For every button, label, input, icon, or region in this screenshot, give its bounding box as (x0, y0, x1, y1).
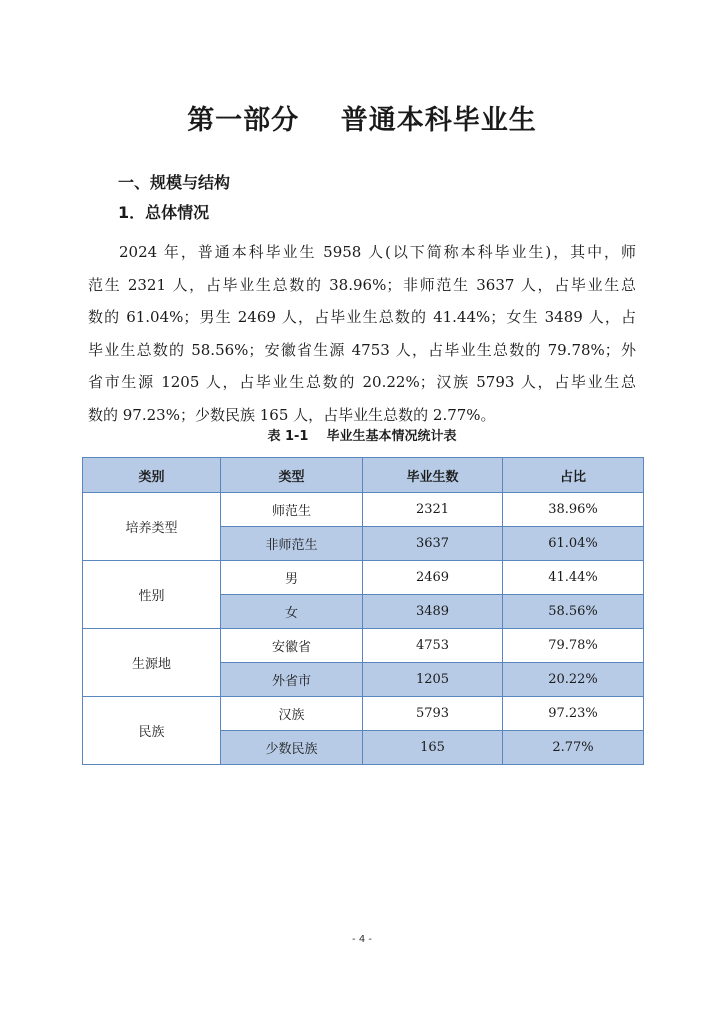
type-cell: 男 (221, 561, 363, 595)
table-row (83, 493, 644, 527)
paragraph-line: 毕业生总数的 58.56%；安徽省生源 4753 人，占毕业生总数的 79.78%；外 (88, 340, 636, 359)
count-cell: 1205 (363, 663, 503, 697)
paragraph-line: 省市生源 1205 人，占毕业生总数的 20.22%；汉族 5793 人，占毕业生总 (88, 373, 636, 391)
ratio-cell: 41.44% (503, 561, 644, 595)
count-cell: 3637 (363, 527, 503, 561)
type-cell: 师范生 (221, 493, 363, 527)
type-cell: 非师范生 (221, 527, 363, 561)
table-row (83, 561, 644, 595)
column-header: 毕业生数 (363, 458, 503, 493)
category-cell: 性别 (83, 561, 221, 629)
column-header: 类别 (83, 458, 221, 493)
category-cell: 生源地 (83, 629, 221, 697)
ratio-cell: 2.77% (503, 731, 644, 765)
paragraph-line: 数的 97.23%；少数民族 165 人，占毕业生总数的 2.77%。 (88, 405, 496, 424)
body-paragraph (88, 236, 636, 431)
page-title: 第一部分 普通本科毕业生 (187, 105, 537, 136)
type-cell: 汉族 (221, 697, 363, 731)
ratio-cell: 38.96% (503, 493, 644, 527)
count-cell: 2469 (363, 561, 503, 595)
column-header: 占比 (503, 458, 644, 493)
table-row (83, 629, 644, 663)
category-cell: 培养类型 (83, 493, 221, 561)
type-cell: 少数民族 (221, 731, 363, 765)
paragraph-line: 范生 2321 人，占毕业生总数的 38.96%；非师范生 3637 人，占毕业生总 (88, 275, 636, 294)
count-cell: 4753 (363, 629, 503, 663)
count-cell: 165 (363, 731, 503, 765)
ratio-cell: 61.04% (503, 527, 644, 561)
ratio-cell: 20.22% (503, 663, 644, 697)
category-cell: 民族 (83, 697, 221, 765)
type-cell: 外省市 (221, 663, 363, 697)
graduate-stats-table (82, 457, 644, 765)
ratio-cell: 79.78% (503, 629, 644, 663)
table-row (83, 697, 644, 731)
count-cell: 5793 (363, 697, 503, 731)
table-caption: 表 1-1 毕业生基本情况统计表 (267, 429, 457, 444)
subsection-heading: 1．总体情况 (118, 203, 210, 222)
page-number: - 4 - (352, 934, 372, 945)
section-heading: 一、规模与结构 (118, 173, 231, 192)
column-header: 类型 (221, 458, 363, 493)
type-cell: 女 (221, 595, 363, 629)
paragraph-line: 2024 年，普通本科毕业生 5958 人(以下简称本科毕业生)，其中，师 (119, 243, 636, 261)
ratio-cell: 58.56% (503, 595, 644, 629)
paragraph-line: 数的 61.04%；男生 2469 人，占毕业生总数的 41.44%；女生 3489 人，占 (88, 308, 636, 326)
ratio-cell: 97.23% (503, 697, 644, 731)
table-header-row (83, 458, 644, 493)
count-cell: 2321 (363, 493, 503, 527)
type-cell: 安徽省 (221, 629, 363, 663)
count-cell: 3489 (363, 595, 503, 629)
